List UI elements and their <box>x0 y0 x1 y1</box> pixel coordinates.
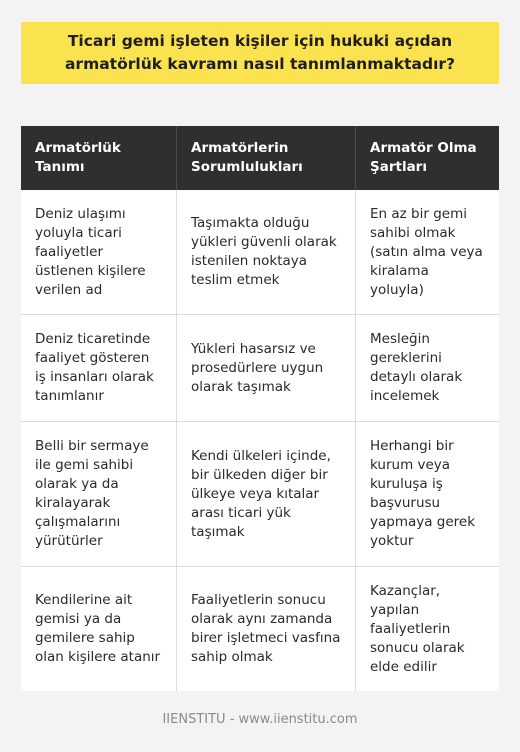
table-header-row <box>21 126 499 190</box>
table-cell: Mesleğin gereklerini detaylı olarak incelemek <box>355 315 499 421</box>
table-row <box>21 315 499 422</box>
header-cell: Armatörlük Tanımı <box>35 140 121 175</box>
page-title: Ticari gemi işleten kişiler için hukuki açıdan armatörlük kavramı nasıl tanımlanmaktadır? <box>64 32 456 73</box>
table-cell: Deniz ticaretinde faaliyet gösteren iş insanları olarak tanımlanır <box>35 331 154 404</box>
table-cell: Faaliyetlerin sonucu olarak aynı zamanda birer işletmeci vasfına sahip olmak <box>176 567 355 691</box>
table-cell: Kazançlar, yapılan faaliyetlerin sonucu olarak elde edilir <box>355 567 499 691</box>
table-cell: Yükleri hasarsız ve prosedürlere uygun olarak taşımak <box>176 315 355 421</box>
table-cell: En az bir gemi sahibi olmak (satın alma veya kiralama yoluyla) <box>355 190 499 314</box>
table-cell: Kendilerine ait gemisi ya da gemilere sahip olan kişilere atanır <box>35 592 161 665</box>
table-row <box>21 190 499 315</box>
table-cell: Taşımakta olduğu yükleri güvenli olarak istenilen noktaya teslim etmek <box>176 190 355 314</box>
footer-credit: IIENSTITU - www.iienstitu.com <box>162 712 358 727</box>
table-row <box>21 567 499 691</box>
table-cell: Herhangi bir kurum veya kuruluşa iş başvurusu yapmaya gerek yoktur <box>355 422 499 566</box>
table-row <box>21 422 499 567</box>
table-cell: Deniz ulaşımı yoluyla ticari faaliyetler üstlenen kişilere verilen ad <box>35 205 146 298</box>
title-banner <box>21 22 499 84</box>
header-cell: Armatör Olma Şartları <box>355 126 499 190</box>
table-cell: Kendi ülkeleri içinde, bir ülkeden diğer bir ülkeye veya kıtalar arası ticari yük taşımak <box>176 422 355 566</box>
table-cell: Belli bir sermaye ile gemi sahibi olarak ya da kiralayarak çalışmalarını yürütürler <box>35 438 149 549</box>
header-cell: Armatörlerin Sorumlulukları <box>176 126 355 190</box>
comparison-table <box>21 126 499 691</box>
